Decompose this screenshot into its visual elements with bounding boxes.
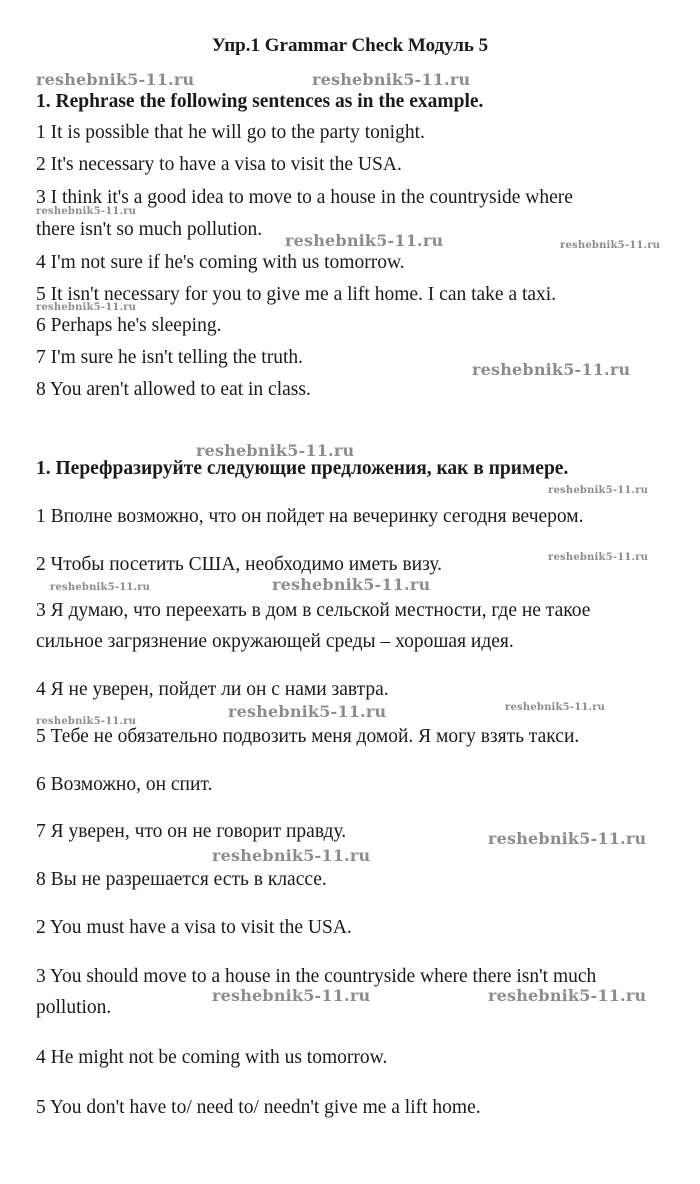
watermark: reshebnik5-11.ru [196, 441, 355, 460]
watermark: reshebnik5-11.ru [272, 575, 431, 594]
watermark: reshebnik5-11.ru [228, 702, 387, 721]
watermark: reshebnik5-11.ru [560, 240, 661, 251]
russian-line-3: 3 Я думаю, что переехать в дом в сельской местности, где не такое [36, 600, 591, 621]
answer-line-4: 4 He might not be coming with us tomorrow. [36, 1047, 388, 1068]
watermark: reshebnik5-11.ru [36, 206, 137, 217]
watermark: reshebnik5-11.ru [505, 702, 606, 713]
russian-line-3-cont: сильное загрязнение окружающей среды – хорошая идея. [36, 631, 514, 652]
english-heading: 1. Rephrase the following sentences as in the example. [36, 91, 484, 112]
english-line-1: 1 It is possible that he will go to the party tonight. [36, 122, 425, 143]
english-line-5: 5 It isn't necessary for you to give me a lift home. I can take a taxi. [36, 284, 557, 305]
watermark: reshebnik5-11.ru [50, 582, 151, 593]
russian-line-2: 2 Чтобы посетить США, необходимо иметь визу. [36, 554, 443, 575]
watermark: reshebnik5-11.ru [548, 552, 649, 563]
watermark: reshebnik5-11.ru [36, 716, 137, 727]
russian-line-7: 7 Я уверен, что он не говорит правду. [36, 821, 347, 842]
watermark: reshebnik5-11.ru [488, 829, 647, 848]
russian-line-5: 5 Тебе не обязательно подвозить меня домой. Я могу взять такси. [36, 726, 580, 747]
english-line-6: 6 Perhaps he's sleeping. [36, 315, 222, 336]
watermark: reshebnik5-11.ru [212, 846, 371, 865]
watermark: reshebnik5-11.ru [285, 231, 444, 250]
answer-line-2: 2 You must have a visa to visit the USA. [36, 917, 352, 938]
watermark: reshebnik5-11.ru [548, 485, 649, 496]
watermark: reshebnik5-11.ru [472, 360, 631, 379]
english-line-3: 3 I think it's a good idea to move to a house in the countryside where [36, 187, 573, 208]
answer-line-3-cont: pollution. [36, 997, 112, 1018]
english-line-8: 8 You aren't allowed to eat in class. [36, 379, 311, 400]
watermark: reshebnik5-11.ru [36, 302, 137, 313]
russian-heading: 1. Перефразируйте следующие предложения, как в примере. [36, 458, 569, 479]
answer-line-3: 3 You should move to a house in the countryside where there isn't much [36, 966, 597, 987]
watermark: reshebnik5-11.ru [212, 986, 371, 1005]
russian-line-6: 6 Возможно, он спит. [36, 774, 213, 795]
english-line-2: 2 It's necessary to have a visa to visit the USA. [36, 154, 402, 175]
english-line-4: 4 I'm not sure if he's coming with us tomorrow. [36, 252, 405, 273]
watermark: reshebnik5-11.ru [488, 986, 647, 1005]
russian-line-1: 1 Вполне возможно, что он пойдет на вечеринку сегодня вечером. [36, 506, 584, 527]
watermark: reshebnik5-11.ru [36, 70, 195, 89]
english-line-7: 7 I'm sure he isn't telling the truth. [36, 347, 303, 368]
answer-line-5: 5 You don't have to/ need to/ needn't give me a lift home. [36, 1097, 481, 1118]
english-line-3-cont: there isn't so much pollution. [36, 219, 263, 240]
watermark: reshebnik5-11.ru [312, 70, 471, 89]
page-title: Упр.1 Grammar Check Модуль 5 [211, 35, 489, 56]
russian-line-8: 8 Вы не разрешается есть в классе. [36, 869, 327, 890]
russian-line-4: 4 Я не уверен, пойдет ли он с нами завтра. [36, 679, 389, 700]
